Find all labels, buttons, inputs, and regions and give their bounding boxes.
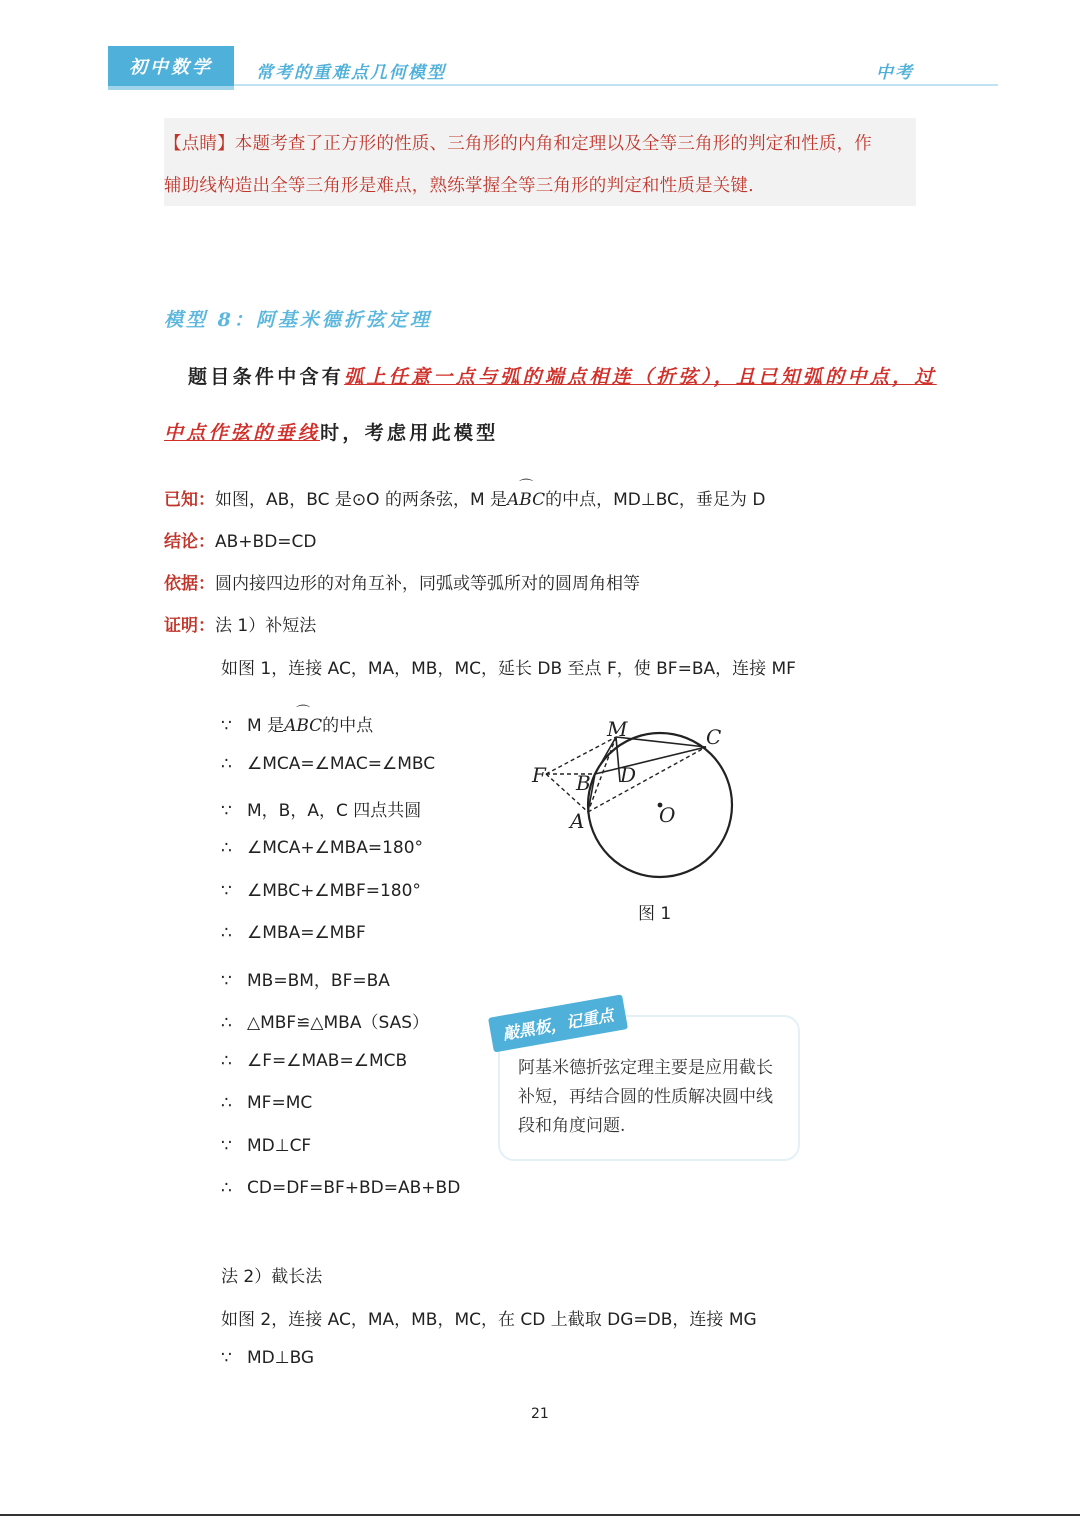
basis-line xyxy=(164,569,640,594)
header-title: 常考的重难点几何模型 xyxy=(256,63,446,83)
conclusion-label: 结论： xyxy=(164,532,215,552)
model-heading: 模型 8：阿基米德折弦定理 xyxy=(164,309,432,331)
header-right-label: 中考 xyxy=(876,63,914,83)
step-text: MD⊥CF xyxy=(247,1136,312,1156)
note-text: 阿基米德折弦定理主要是应用截长补短，再结合圆的性质解决圆中线段和角度问题. xyxy=(518,1058,773,1136)
header-rule xyxy=(234,84,998,86)
proof-step-3 xyxy=(221,796,421,821)
step-symbol: ∴ xyxy=(221,754,232,774)
basis-label: 依据： xyxy=(164,574,215,594)
step-symbol: ∴ xyxy=(221,1178,232,1198)
proof-step-4 xyxy=(221,838,423,858)
proof-step-9 xyxy=(221,1051,407,1071)
proof-step-7 xyxy=(221,966,390,991)
condition-highlight-2: 中点作弦的垂线 xyxy=(164,422,321,444)
method2-intro: 如图 2，连接 AC，MA，MB，MC，在 CD 上截取 DG=DB，连接 MG xyxy=(221,1310,757,1330)
step-text: ∠MCA=∠MAC=∠MBC xyxy=(247,754,436,774)
step-symbol: ∵ xyxy=(221,881,232,901)
figure-1-diagram xyxy=(520,712,750,892)
step-text: ∠MCA+∠MBA=180° xyxy=(247,838,424,858)
segment-mb xyxy=(595,737,616,774)
segment-ma xyxy=(588,737,616,812)
conclusion-line xyxy=(164,527,317,552)
known-line xyxy=(164,485,765,510)
tip-box xyxy=(164,118,916,206)
method2-title: 法 2）截长法 xyxy=(221,1267,323,1287)
step-text: M，B，A，C 四点共圆 xyxy=(247,801,422,821)
step-text: MB=BM，BF=BA xyxy=(247,971,390,991)
condition-suffix: 时，考虑用此模型 xyxy=(320,422,499,444)
proof-label: 证明： xyxy=(164,616,215,636)
step-symbol: ∵ xyxy=(221,1348,232,1368)
proof-step-11 xyxy=(221,1136,311,1156)
step-text: MF=MC xyxy=(247,1093,313,1113)
note-tag: 敲黑板，记重点 xyxy=(488,994,628,1052)
known-text-b: 的中点，MD⊥BC，垂足为 D xyxy=(545,490,766,510)
condition-line-2 xyxy=(164,418,499,445)
step-symbol: ∵ xyxy=(221,971,232,991)
known-label: 已知： xyxy=(164,490,215,510)
segment-mc xyxy=(616,737,706,747)
condition-highlight-1: 弧上任意一点与弧的端点相连（折弦），且已知弧的中点，过 xyxy=(344,366,937,388)
figure-1-caption: 图 1 xyxy=(638,904,672,924)
step-text: M 是 xyxy=(247,716,285,736)
bottom-rule xyxy=(0,1514,1080,1516)
step-text-end: 的中点 xyxy=(322,716,374,736)
step-symbol: ∵ xyxy=(221,801,232,821)
tip-line-2: 辅助线构造出全等三角形是难点，熟练掌握全等三角形的判定和性质是关键. xyxy=(164,176,754,196)
basis-text: 圆内接四边形的对角互补，同弧或等弧所对的圆周角相等 xyxy=(215,574,640,594)
known-text-a: 如图，AB，BC 是⊙O 的两条弦，M 是 xyxy=(215,490,508,510)
proof-step-10 xyxy=(221,1093,312,1113)
label-f: F xyxy=(532,763,546,787)
proof-step-5 xyxy=(221,881,421,901)
proof-step-6 xyxy=(221,923,366,943)
step-text: CD=DF=BF+BD=AB+BD xyxy=(247,1178,461,1198)
step-symbol: ∴ xyxy=(221,1051,232,1071)
tip-line-1: 【点睛】本题考查了正方形的性质、三角形的内角和定理以及全等三角形的判定和性质，作 xyxy=(164,134,872,154)
label-o: O xyxy=(659,803,676,827)
step-text: △MBF≌△MBA（SAS） xyxy=(247,1013,429,1033)
label-m: M xyxy=(607,717,628,741)
condition-line-1 xyxy=(188,362,937,389)
step-text: ∠F=∠MAB=∠MCB xyxy=(247,1051,408,1071)
label-c: C xyxy=(706,725,722,749)
step-text: ∠MBC+∠MBF=180° xyxy=(247,881,421,901)
proof-step-1 xyxy=(221,711,373,736)
known-arc: ⌒ ABC xyxy=(507,490,545,510)
method2-step-1 xyxy=(221,1348,314,1368)
step-symbol: ∴ xyxy=(221,1013,232,1033)
page-number: 21 xyxy=(531,1406,549,1422)
step-symbol: ∵ xyxy=(221,1136,232,1156)
proof-line xyxy=(164,611,316,636)
label-a: A xyxy=(570,809,585,833)
proof-step-8 xyxy=(221,1008,429,1033)
label-d: D xyxy=(620,763,637,787)
step-symbol: ∴ xyxy=(221,838,232,858)
header-tab-shadow xyxy=(108,86,234,90)
step-arc: ⌒ ABC xyxy=(284,716,322,736)
method1-intro: 如图 1，连接 AC，MA，MB，MC，延长 DB 至点 F，使 BF=BA，连接 MF xyxy=(221,659,796,679)
proof-step-2 xyxy=(221,754,435,774)
conclusion-text: AB+BD=CD xyxy=(215,532,317,552)
step-symbol: ∴ xyxy=(221,923,232,943)
condition-prefix: 题目条件中含有 xyxy=(188,366,345,388)
label-b: B xyxy=(576,771,591,795)
step-symbol: ∵ xyxy=(221,716,232,736)
step-text: MD⊥BG xyxy=(247,1348,315,1368)
proof-step-12 xyxy=(221,1178,460,1198)
step-text: ∠MBA=∠MBF xyxy=(247,923,366,943)
step-symbol: ∴ xyxy=(221,1093,232,1113)
header-tab: 初中数学 xyxy=(108,46,234,86)
method1-title: 法 1）补短法 xyxy=(215,616,317,636)
